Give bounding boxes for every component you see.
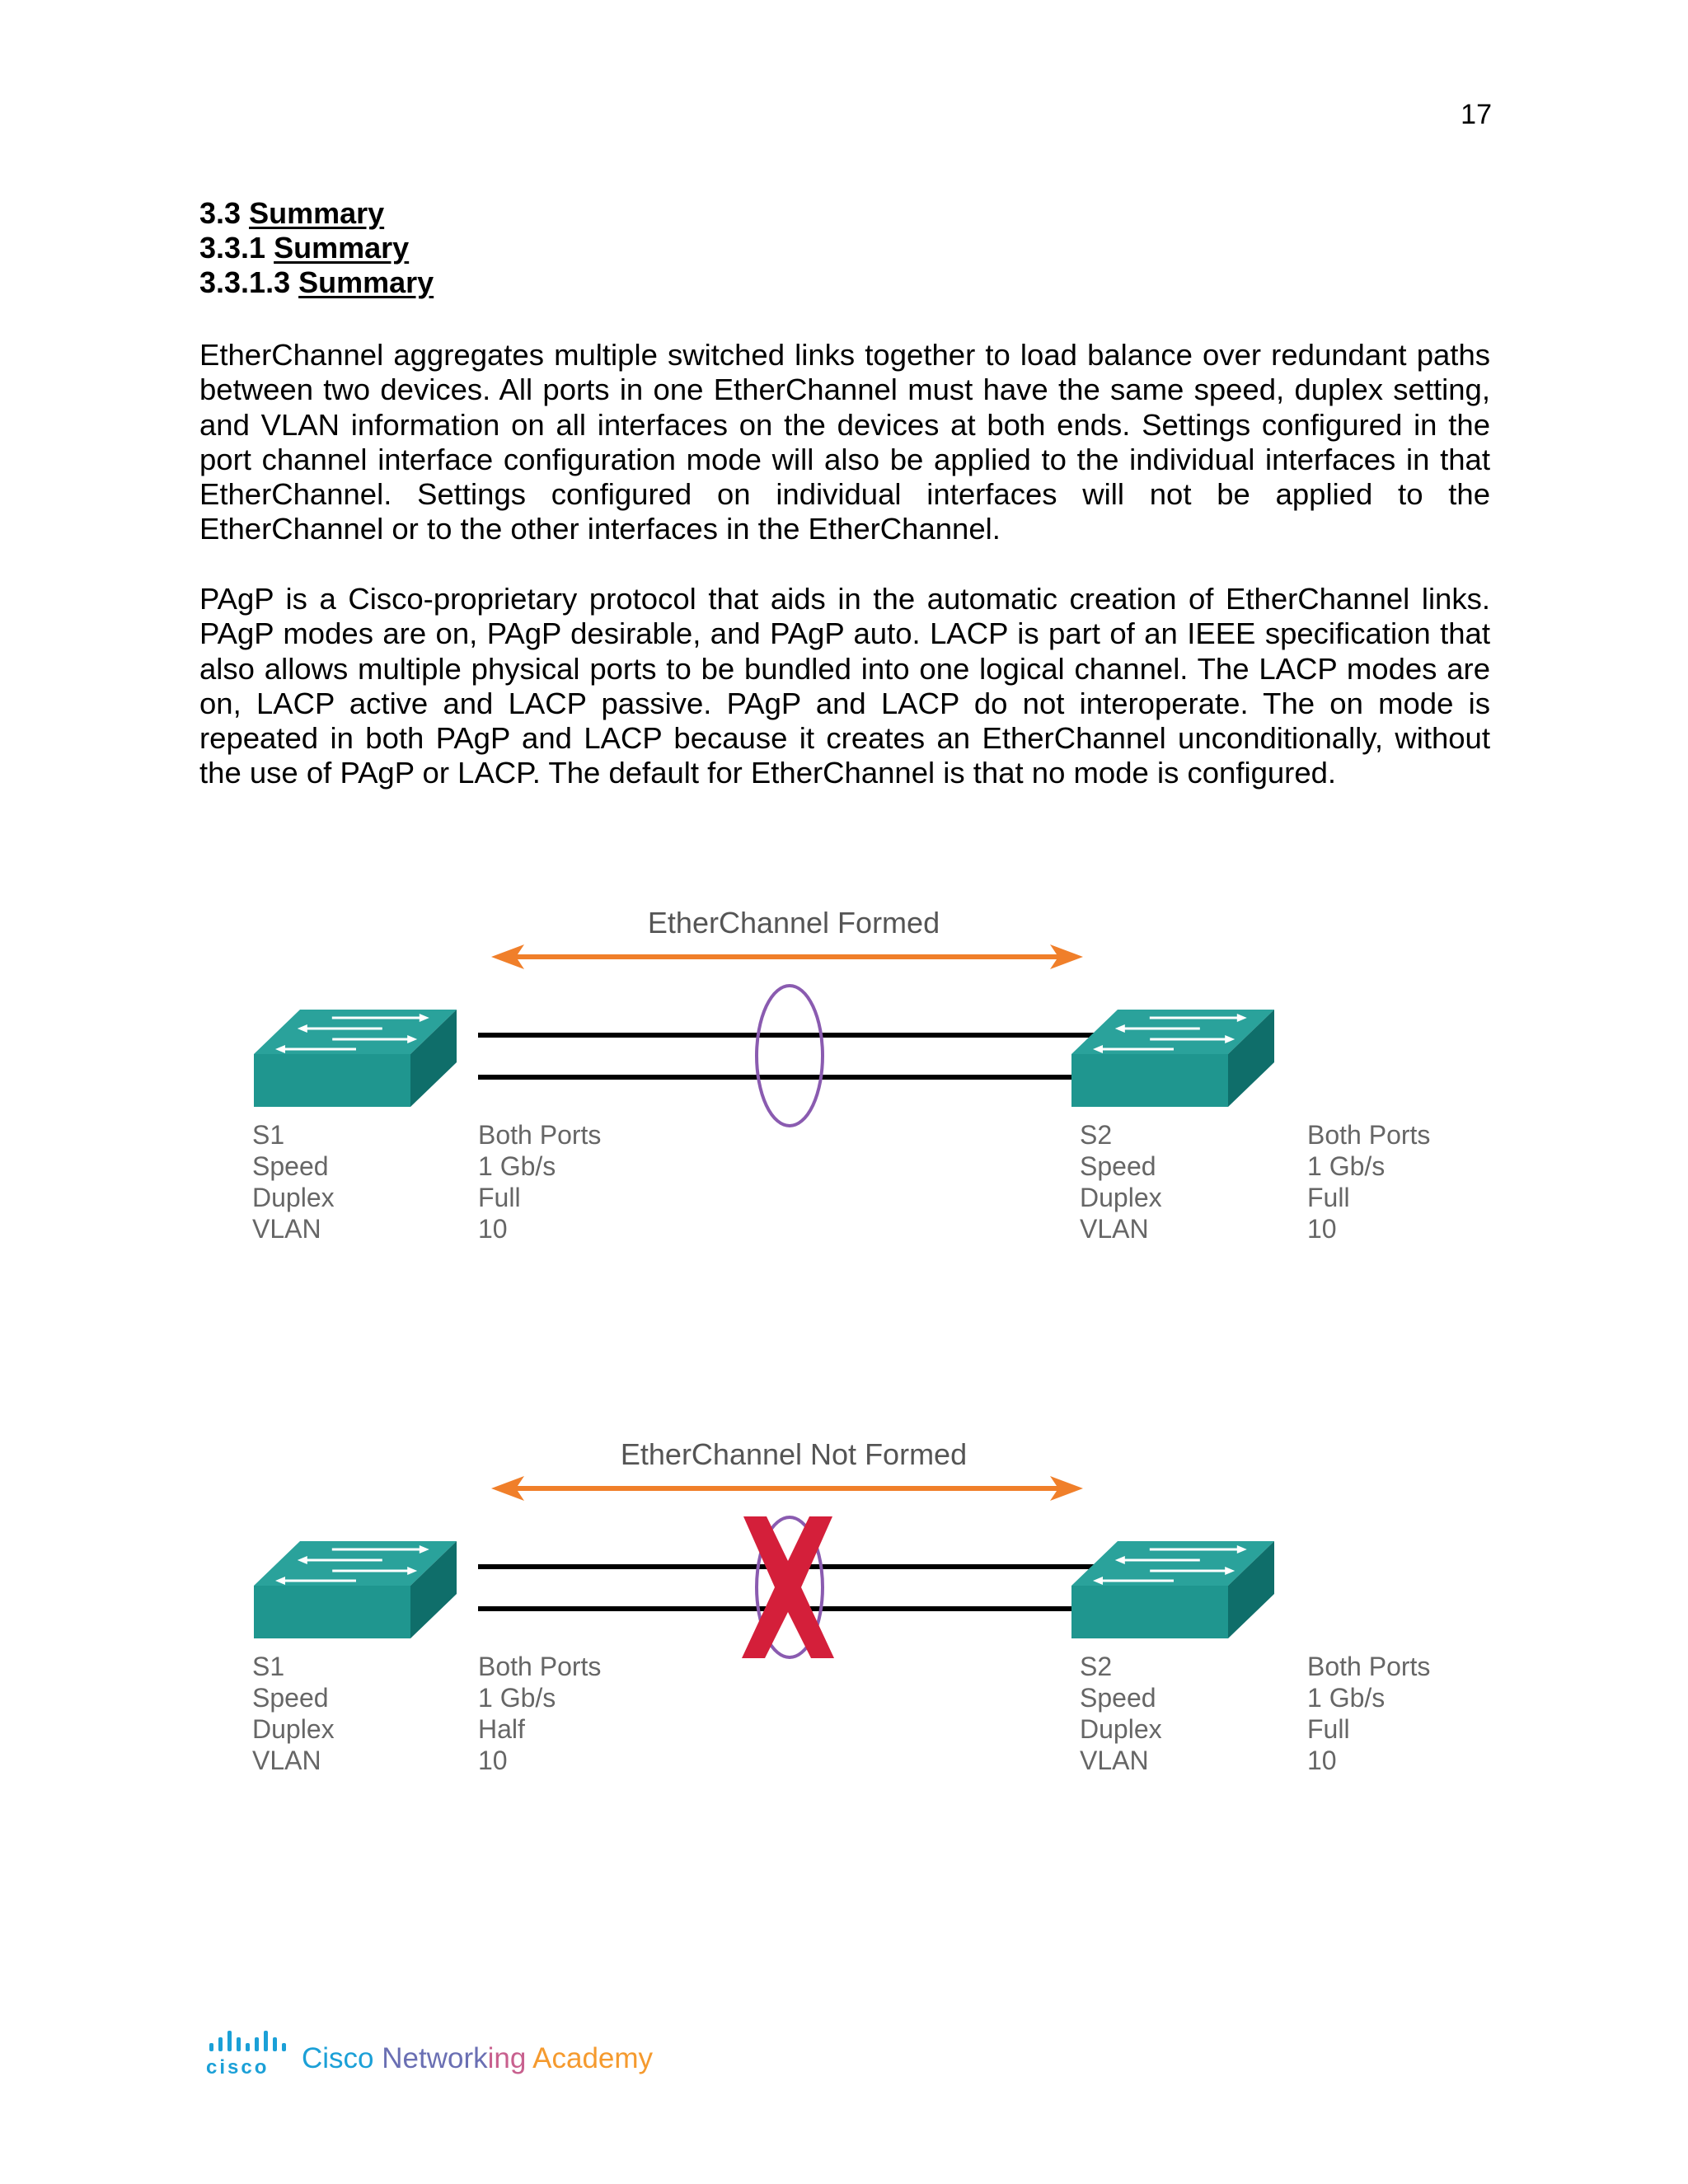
bundle-ring — [757, 986, 823, 1126]
diagram-graphic — [239, 894, 1442, 1257]
cisco-logo-icon — [204, 2029, 287, 2077]
heading-3-3-1: 3.3.1 Summary — [199, 231, 410, 265]
link-lines — [478, 1035, 1146, 1077]
direction-arrow — [491, 1476, 1083, 1501]
diagram-etherchannel-not-formed — [239, 1426, 1442, 1788]
diagram-graphic — [239, 1426, 1442, 1788]
brand-ing: ing — [487, 2042, 527, 2074]
s2-name: S2 — [1080, 1652, 1113, 1681]
paragraph-etherchannel: EtherChannel aggregates multiple switched links together to load balance over redundant paths between two devices. All ports in one EtherChannel must have the same speed, duplex setting, and VLAN information on all interfaces on the devices at both ends. Settings configured in the port channel interface configuration mode will also be applied to the individual interfaces in that EtherChannel. Settings configured on individual interfaces will not be applied to the EtherChannel or to the other interfaces in the EtherChannel. — [199, 338, 1490, 546]
section-headings — [199, 196, 434, 300]
s2-ports: Both Ports — [1307, 1120, 1431, 1150]
diagram-title: EtherChannel Not Formed — [620, 1437, 968, 1471]
diagram-etherchannel-formed — [239, 894, 1442, 1257]
switch-s1-icon — [254, 1541, 457, 1638]
diagram-title: EtherChannel Formed — [647, 906, 940, 940]
s1-ports: Both Ports — [478, 1120, 602, 1150]
s1-speed-value: 1 Gb/s — [478, 1151, 556, 1181]
s2-name: S2 — [1080, 1120, 1113, 1150]
paragraph-pagp-lacp: PAgP is a Cisco-proprietary protocol that aids in the automatic creation of EtherChannel links. PAgP modes are on, PAgP desirable, and PAgP auto. LACP is part of an IEEE specification that also allows multiple physical ports to be bundled into one logical channel. The LACP modes are on, LACP active and LACP passive. PAgP and LACP do not interoperate. The on mode is repeated in both PAgP and LACP because it creates an EtherChannel unconditionally, without the use of PAgP or LACP. The default for EtherChannel is that no mode is configured. — [199, 582, 1490, 790]
s2-labels — [1080, 1119, 1162, 1244]
s1-name: S1 — [252, 1120, 285, 1150]
heading-3-3-1-3: 3.3.1.3 Summary — [199, 265, 434, 299]
s1-values — [478, 1651, 601, 1776]
cisco-networking-academy-brand — [302, 2042, 653, 2075]
heading-3-3: 3.3 Summary — [199, 196, 385, 230]
s1-vlan-label: VLAN — [252, 1746, 321, 1775]
s1-duplex-label: Duplex — [252, 1714, 335, 1744]
s2-labels — [1080, 1651, 1162, 1776]
brand-network: Network — [373, 2042, 488, 2074]
s2-values — [1307, 1119, 1430, 1244]
s2-duplex-label: Duplex — [1080, 1714, 1162, 1744]
s2-vlan-label: VLAN — [1080, 1214, 1149, 1244]
s2-ports: Both Ports — [1307, 1652, 1431, 1681]
direction-arrow — [491, 944, 1083, 969]
s1-labels — [252, 1119, 335, 1244]
s1-labels — [252, 1651, 335, 1776]
s2-speed-value: 1 Gb/s — [1307, 1683, 1386, 1713]
s1-ports: Both Ports — [478, 1652, 602, 1681]
s1-speed-label: Speed — [252, 1151, 329, 1181]
s1-duplex-label: Duplex — [252, 1183, 335, 1212]
s2-vlan-value: 10 — [1307, 1746, 1337, 1775]
s1-duplex-value: Full — [478, 1183, 521, 1212]
s1-values — [478, 1119, 601, 1244]
s1-vlan-value: 10 — [478, 1746, 508, 1775]
s2-vlan-value: 10 — [1307, 1214, 1337, 1244]
s1-vlan-label: VLAN — [252, 1214, 321, 1244]
page-number: 17 — [1461, 99, 1492, 130]
s2-duplex-label: Duplex — [1080, 1183, 1162, 1212]
s1-speed-label: Speed — [252, 1683, 329, 1713]
s2-vlan-label: VLAN — [1080, 1746, 1149, 1775]
s1-vlan-value: 10 — [478, 1214, 508, 1244]
s1-duplex-value: Half — [478, 1714, 525, 1744]
switch-s2-icon — [1071, 1010, 1274, 1107]
s1-speed-value: 1 Gb/s — [478, 1683, 556, 1713]
brand-academy: Academy — [526, 2042, 654, 2074]
s2-speed-label: Speed — [1080, 1683, 1156, 1713]
s2-speed-value: 1 Gb/s — [1307, 1151, 1386, 1181]
brand-cisco: Cisco — [302, 2042, 374, 2074]
switch-s1-icon — [254, 1010, 457, 1107]
s2-speed-label: Speed — [1080, 1151, 1156, 1181]
s2-duplex-value: Full — [1307, 1183, 1350, 1212]
svg-text:cisco: cisco — [206, 2056, 270, 2077]
s1-name: S1 — [252, 1652, 285, 1681]
s2-values — [1307, 1651, 1430, 1776]
link-lines — [478, 1567, 1146, 1609]
switch-s2-icon — [1071, 1541, 1274, 1638]
s2-duplex-value: Full — [1307, 1714, 1350, 1744]
